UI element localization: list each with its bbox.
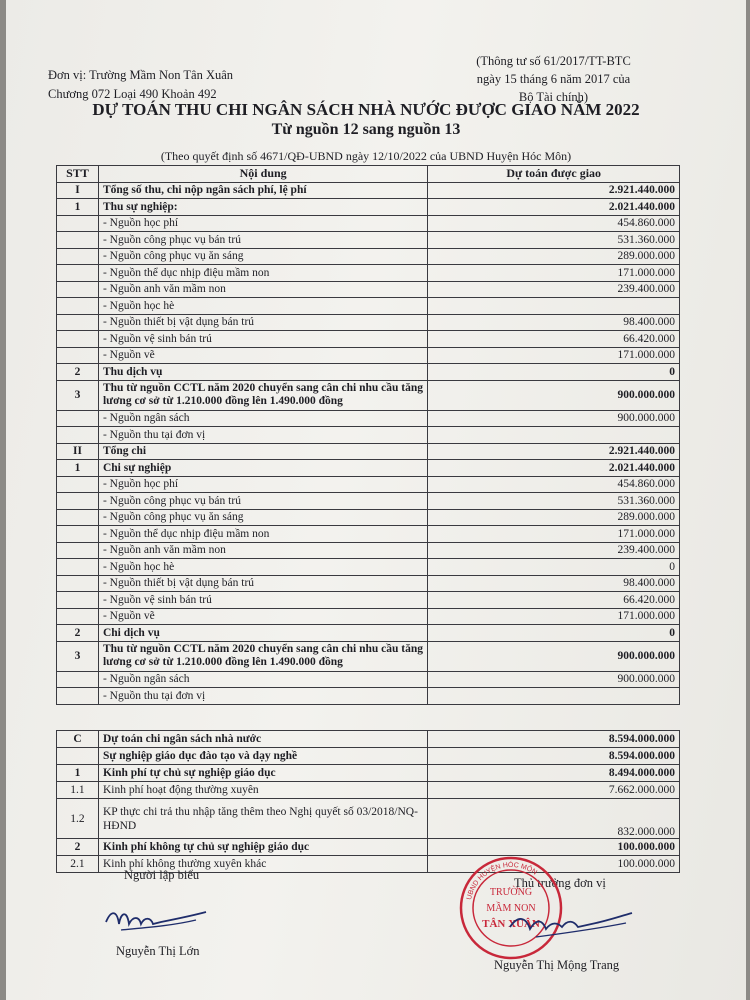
row-stt: C xyxy=(57,731,99,748)
budget-table-body xyxy=(57,182,680,704)
row-stt: I xyxy=(57,182,99,199)
seal-line-1: TRƯỜNG xyxy=(489,887,533,898)
row-content: - Nguồn ngân sách xyxy=(98,410,427,427)
row-content: - Nguồn vệ sinh bán trú xyxy=(98,592,427,609)
decision-reference: (Theo quyết định số 4671/QĐ-UBND ngày 12/10/2022 của UBND Huyện Hóc Môn) xyxy=(160,149,572,163)
row-amount: 8.594.000.000 xyxy=(428,748,680,765)
row-content: - Nguồn thể dục nhịp điệu mầm non xyxy=(98,526,427,543)
row-content: Kinh phí không thường xuyên khác xyxy=(98,856,427,873)
row-amount xyxy=(428,298,680,315)
row-stt xyxy=(57,671,99,688)
row-amount: 2.021.440.000 xyxy=(428,199,680,216)
row-content: - Nguồn công phục vụ ăn sáng xyxy=(98,509,427,526)
unit-chapter: Chương 072 Loại 490 Khoản 492 xyxy=(48,87,217,101)
circular-line-3: Bộ Tài chính) xyxy=(518,90,589,104)
row-content: Kinh phí không tự chủ sự nghiệp giáo dục xyxy=(98,839,427,856)
row-stt: 2 xyxy=(57,839,99,856)
table-row xyxy=(57,731,680,748)
table-row xyxy=(57,782,680,799)
row-amount: 0 xyxy=(428,364,680,381)
row-stt xyxy=(57,542,99,559)
row-content: - Nguồn học phí xyxy=(98,476,427,493)
table-row xyxy=(57,542,680,559)
table-row xyxy=(57,232,680,249)
row-stt xyxy=(57,281,99,298)
table-row xyxy=(57,182,680,199)
row-amount: 7.662.000.000 xyxy=(428,782,680,799)
row-stt xyxy=(57,592,99,609)
row-stt xyxy=(57,509,99,526)
row-stt xyxy=(57,248,99,265)
row-amount: 66.420.000 xyxy=(428,331,680,348)
row-amount: 0 xyxy=(428,625,680,642)
table-row xyxy=(57,493,680,510)
row-content: - Nguồn học hè xyxy=(98,559,427,576)
head-title: Thủ trưởng đơn vị xyxy=(514,876,606,890)
row-content: Thu từ nguồn CCTL năm 2020 chuyển sang cân chi nhu cầu tăng lương cơ sở từ 1.210.000 đồng lên 1.490.000 đồng xyxy=(98,380,427,410)
circular-line-2: ngày 15 tháng 6 năm 2017 của xyxy=(476,72,631,86)
table-row xyxy=(57,575,680,592)
table-row xyxy=(57,248,680,265)
seal-line-3: TÂN XUÂN xyxy=(482,918,540,930)
row-content: Kinh phí hoạt động thường xuyên xyxy=(98,782,427,799)
table-row xyxy=(57,314,680,331)
row-stt xyxy=(57,331,99,348)
row-amount xyxy=(428,688,680,705)
row-stt: 1.2 xyxy=(57,799,99,839)
unit-name: Đơn vị: Trường Mầm Non Tân Xuân xyxy=(48,68,234,82)
row-amount: 289.000.000 xyxy=(428,509,680,526)
row-amount: 171.000.000 xyxy=(428,265,680,282)
preparer-signature xyxy=(101,902,211,938)
row-amount: 239.400.000 xyxy=(428,281,680,298)
row-stt xyxy=(57,265,99,282)
table-row xyxy=(57,265,680,282)
row-content: - Nguồn công phục vụ bán trú xyxy=(98,493,427,510)
seal-ring-text: UBND HUYỆN HÓC MÔN xyxy=(465,861,538,901)
row-stt: 1.1 xyxy=(57,782,99,799)
row-amount xyxy=(428,427,680,444)
row-content: Dự toán chi ngân sách nhà nước xyxy=(98,731,427,748)
row-stt xyxy=(57,347,99,364)
table-row xyxy=(57,331,680,348)
row-amount: 171.000.000 xyxy=(428,608,680,625)
row-content: Chi sự nghiệp xyxy=(98,460,427,477)
row-content: - Nguồn thiết bị vật dụng bán trú xyxy=(98,575,427,592)
state-budget-table-body xyxy=(57,731,680,873)
row-amount: 66.420.000 xyxy=(428,592,680,609)
table-row xyxy=(57,199,680,216)
row-content: - Nguồn vệ sinh bán trú xyxy=(98,331,427,348)
row-amount: 8.494.000.000 xyxy=(428,765,680,782)
row-amount: 900.000.000 xyxy=(428,410,680,427)
table-row xyxy=(57,641,680,671)
row-content: Tổng số thu, chi nộp ngân sách phí, lệ phí xyxy=(98,182,427,199)
row-stt: 1 xyxy=(57,460,99,477)
row-content: - Nguồn thu tại đơn vị xyxy=(98,688,427,705)
table-row xyxy=(57,347,680,364)
row-stt: 2 xyxy=(57,625,99,642)
row-content: - Nguồn thể dục nhịp điệu mầm non xyxy=(98,265,427,282)
table-row xyxy=(57,281,680,298)
row-stt xyxy=(57,232,99,249)
row-stt xyxy=(57,314,99,331)
row-amount: 454.860.000 xyxy=(428,476,680,493)
preparer-title: Người lập biểu xyxy=(124,868,200,882)
row-stt xyxy=(57,526,99,543)
table-row xyxy=(57,443,680,460)
circular-reference xyxy=(461,52,646,106)
row-content: - Nguồn thiết bị vật dụng bán trú xyxy=(98,314,427,331)
state-budget-table xyxy=(56,730,680,873)
table-row xyxy=(57,688,680,705)
row-amount: 531.360.000 xyxy=(428,232,680,249)
row-stt: 1 xyxy=(57,199,99,216)
row-stt xyxy=(57,575,99,592)
table-row xyxy=(57,427,680,444)
row-amount: 0 xyxy=(428,559,680,576)
row-content: KP thực chi trả thu nhập tăng thêm theo Nghị quyết số 03/2018/NQ-HĐND xyxy=(98,799,427,839)
row-stt xyxy=(57,427,99,444)
table-row xyxy=(57,526,680,543)
row-amount: 289.000.000 xyxy=(428,248,680,265)
row-content: Tổng chi xyxy=(98,443,427,460)
budget-table xyxy=(56,165,680,705)
row-content: - Nguồn vẽ xyxy=(98,608,427,625)
row-amount: 2.021.440.000 xyxy=(428,460,680,477)
row-content: - Nguồn công phục vụ ăn sáng xyxy=(98,248,427,265)
row-stt xyxy=(57,559,99,576)
row-content: Kinh phí tự chủ sự nghiệp giáo dục xyxy=(98,765,427,782)
table-row xyxy=(57,460,680,477)
row-stt: 2.1 xyxy=(57,856,99,873)
row-amount: 98.400.000 xyxy=(428,314,680,331)
preparer-name: Nguyễn Thị Lớn xyxy=(116,944,200,958)
row-amount: 98.400.000 xyxy=(428,575,680,592)
table-row xyxy=(57,748,680,765)
table-header-row xyxy=(57,166,680,183)
table-row xyxy=(57,364,680,381)
row-content: - Nguồn công phục vụ bán trú xyxy=(98,232,427,249)
row-amount: 531.360.000 xyxy=(428,493,680,510)
circular-line-1: (Thông tư số 61/2017/TT-BTC xyxy=(476,54,631,68)
row-amount: 832.000.000 xyxy=(428,799,680,839)
row-content: - Nguồn học hè xyxy=(98,298,427,315)
row-amount: 900.000.000 xyxy=(428,380,680,410)
table-row xyxy=(57,559,680,576)
table-row xyxy=(57,410,680,427)
row-amount: 171.000.000 xyxy=(428,347,680,364)
row-amount: 100.000.000 xyxy=(428,856,680,873)
row-amount: 239.400.000 xyxy=(428,542,680,559)
row-stt: 3 xyxy=(57,641,99,671)
table-row xyxy=(57,765,680,782)
document-page xyxy=(6,0,746,1000)
row-stt xyxy=(57,688,99,705)
row-stt xyxy=(57,493,99,510)
table-row xyxy=(57,592,680,609)
seal-line-2: MẦM NON xyxy=(486,903,536,914)
row-content: Sự nghiệp giáo dục đào tạo và dạy nghề xyxy=(98,748,427,765)
row-content: - Nguồn ngân sách xyxy=(98,671,427,688)
row-stt xyxy=(57,298,99,315)
row-content: Thu dịch vụ xyxy=(98,364,427,381)
row-stt: 2 xyxy=(57,364,99,381)
row-stt xyxy=(57,410,99,427)
row-content: - Nguồn học phí xyxy=(98,215,427,232)
row-stt: 1 xyxy=(57,765,99,782)
table-row xyxy=(57,839,680,856)
row-content: Thu sự nghiệp: xyxy=(98,199,427,216)
header-stt: STT xyxy=(57,166,99,183)
row-amount: 2.921.440.000 xyxy=(428,443,680,460)
row-amount: 100.000.000 xyxy=(428,839,680,856)
table-row xyxy=(57,215,680,232)
table-row xyxy=(57,608,680,625)
table-row xyxy=(57,476,680,493)
row-content: - Nguồn vẽ xyxy=(98,347,427,364)
table-row xyxy=(57,509,680,526)
header-content: Nội dung xyxy=(98,166,427,183)
row-amount: 900.000.000 xyxy=(428,641,680,671)
table-row xyxy=(57,799,680,839)
document-title: DỰ TOÁN THU CHI NGÂN SÁCH NHÀ NƯỚC ĐƯỢC GIAO NĂM 2022 xyxy=(92,100,640,119)
row-content: Thu từ nguồn CCTL năm 2020 chuyển sang cân chi nhu cầu tăng lương cơ sở từ 1.210.000 đồng lên 1.490.000 đồng xyxy=(98,641,427,671)
row-content: - Nguồn anh văn mầm non xyxy=(98,542,427,559)
table-row xyxy=(57,625,680,642)
row-stt xyxy=(57,215,99,232)
row-content: - Nguồn anh văn mầm non xyxy=(98,281,427,298)
row-content: Chi dịch vụ xyxy=(98,625,427,642)
row-amount: 2.921.440.000 xyxy=(428,182,680,199)
head-signature xyxy=(506,905,636,945)
row-content: - Nguồn thu tại đơn vị xyxy=(98,427,427,444)
unit-info xyxy=(48,66,233,104)
row-stt xyxy=(57,608,99,625)
row-stt xyxy=(57,748,99,765)
table-row xyxy=(57,298,680,315)
row-amount: 900.000.000 xyxy=(428,671,680,688)
header-amount: Dự toán được giao xyxy=(428,166,680,183)
document-subtitle: Từ nguồn 12 sang nguồn 13 xyxy=(271,121,461,138)
row-amount: 171.000.000 xyxy=(428,526,680,543)
row-amount: 454.860.000 xyxy=(428,215,680,232)
row-stt: 3 xyxy=(57,380,99,410)
table-row xyxy=(57,671,680,688)
head-name: Nguyễn Thị Mộng Trang xyxy=(494,958,620,972)
row-stt: II xyxy=(57,443,99,460)
table-row xyxy=(57,380,680,410)
row-stt xyxy=(57,476,99,493)
row-amount: 8.594.000.000 xyxy=(428,731,680,748)
